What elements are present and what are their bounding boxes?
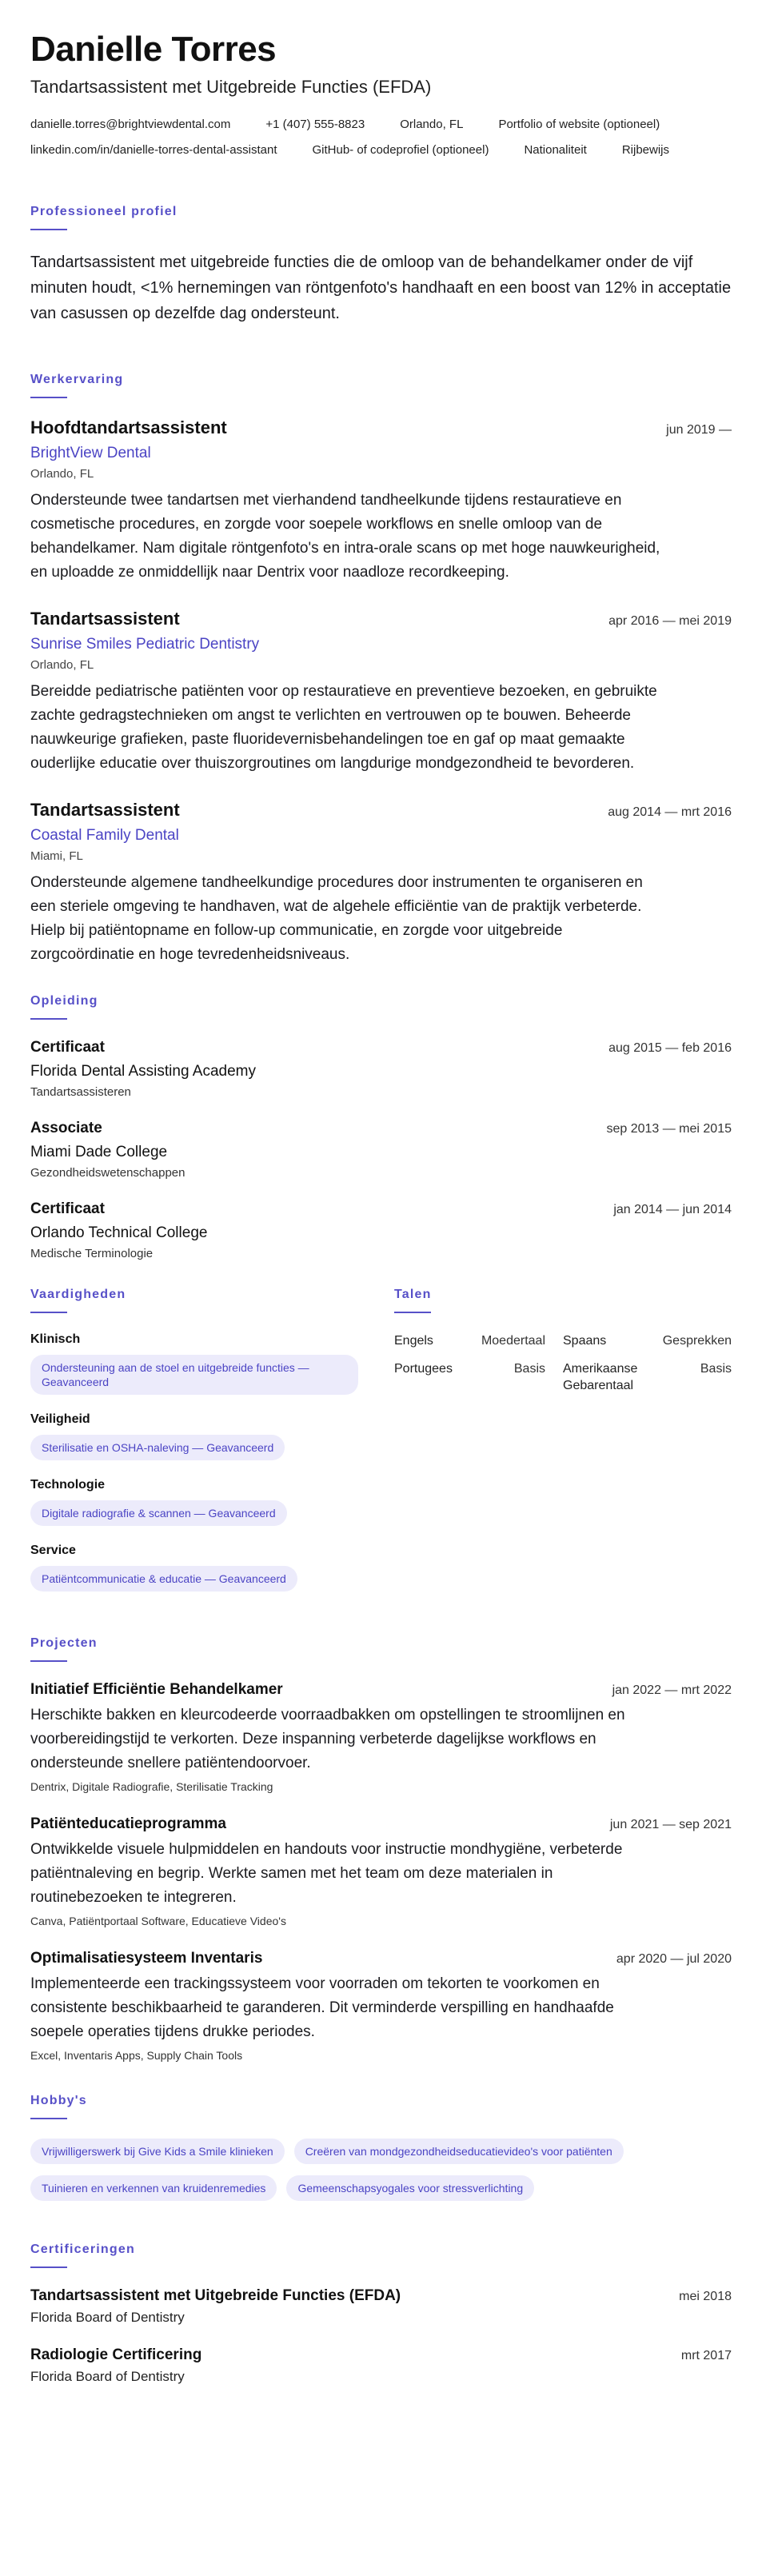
language-name: Engels <box>394 1334 433 1348</box>
institution-name: Miami Dade College <box>30 1144 168 1161</box>
skill-group <box>30 1544 394 1592</box>
education-entry <box>30 1200 732 1260</box>
job-description: Ondersteunde twee tandartsen met vierhandend tandheelkunde tijdens restauratieve en cosmetische procedures, en zorgde voor soepele workflows en snelle omloop van de behandelkamer. Nam digitale röntgenfoto's en intra-orale scans op met hoge nauwkeurigheid, en uploadde ze onmiddellijk naar Dentrix voor naadloze recordkeeping. <box>30 492 660 581</box>
section-divider <box>394 1312 431 1313</box>
resume-header <box>30 30 732 158</box>
skill-category: Veiligheid <box>30 1412 90 1427</box>
project-description: Herschikte bakken en kleurcodeerde voorraadbakken om opstellingen te stroomlijnen en voorbereidingstijd te verkorten. Deze inspanning verbeterde dagelijkse workflows en ondersteunde snellere patiëntendoorvoer. <box>30 1707 625 1772</box>
field-of-study: Medische Terminologie <box>30 1247 154 1261</box>
section-title: Certificeringen <box>30 2243 135 2257</box>
job-location: Orlando, FL <box>30 658 94 673</box>
skill-category: Klinisch <box>30 1332 81 1347</box>
certification-date: mei 2018 <box>679 2290 732 2304</box>
contact-nationality: Nationaliteit <box>524 143 587 158</box>
employer-name: BrightView Dental <box>30 445 151 462</box>
section-title: Opleiding <box>30 994 98 1008</box>
job-title: Tandartsassistent <box>30 609 180 629</box>
hobbies-section <box>30 2094 732 2201</box>
language-level: Gesprekken <box>662 1334 732 1348</box>
certification-date: mrt 2017 <box>680 2349 732 2363</box>
skill-pill: Digitale radiografie & scannen — Geavanceerd <box>30 1500 287 1526</box>
candidate-headline: Tandartsassistent met Uitgebreide Functies (EFDA) <box>30 77 432 98</box>
section-divider <box>30 1312 67 1313</box>
degree-name: Certificaat <box>30 1039 105 1056</box>
employer-name: Coastal Family Dental <box>30 827 179 845</box>
skills-languages-row <box>30 1288 732 1609</box>
section-title: Werkervaring <box>30 373 124 387</box>
contact-location: Orlando, FL <box>400 118 464 132</box>
education-entry <box>30 1039 732 1099</box>
hobby-pill: Creëren van mondgezondheidseducatievideo's voor patiënten <box>294 2139 624 2164</box>
language-level: Basis <box>513 1362 545 1376</box>
education-dates: aug 2015 — feb 2016 <box>608 1041 732 1056</box>
project-entry <box>30 1815 732 1927</box>
language-list <box>394 1332 732 1405</box>
project-tools: Dentrix, Digitale Radiografie, Sterilisatie Tracking <box>30 1780 273 1794</box>
language-item <box>563 1332 732 1349</box>
skill-group <box>30 1478 394 1526</box>
section-divider <box>30 397 67 398</box>
job-dates: jun 2019 — <box>666 423 732 437</box>
contact-github[interactable]: GitHub- of codeprofiel (optioneel) <box>312 143 489 158</box>
section-title: Professioneel profiel <box>30 205 178 219</box>
contact-portfolio[interactable]: Portfolio of website (optioneel) <box>498 118 660 132</box>
section-title: Hobby's <box>30 2094 87 2108</box>
project-description: Implementeerde een trackingssysteem voor voorraden om tekorten te voorkomen en consistente beschikbaarheid te garanderen. Dit verminderde verspilling en handhaafde soepele operaties tijdens drukke periodes. <box>30 1975 614 2041</box>
skill-pill: Patiëntcommunicatie & educatie — Geavanceerd <box>30 1566 297 1592</box>
languages-section <box>394 1288 732 1609</box>
experience-entry <box>30 609 732 776</box>
job-description: Ondersteunde algemene tandheelkundige procedures door instrumenten te organiseren en een steriele omgeving te handhaven, wat de algehele efficiëntie van de praktijk verbeterde. Hielp bij patiëntopname en follow-up communicatie, en zorgde voor uitgebreide zorgcoördinatie en hoge tevredenheidsniveaus. <box>30 874 643 964</box>
section-divider <box>30 2266 67 2268</box>
language-level: Moedertaal <box>481 1334 545 1348</box>
section-divider <box>30 1018 67 1020</box>
language-level: Basis <box>700 1362 732 1376</box>
candidate-name: Danielle Torres <box>30 30 277 69</box>
projects-section <box>30 1636 732 2062</box>
education-section <box>30 994 732 1260</box>
skill-pill: Ondersteuning aan de stoel en uitgebreide functies — Geavanceerd <box>30 1355 358 1395</box>
project-name: Patiënteducatieprogramma <box>30 1815 226 1833</box>
project-tools: Excel, Inventaris Apps, Supply Chain Tools <box>30 2049 243 2063</box>
job-dates: aug 2014 — mrt 2016 <box>608 805 732 820</box>
certifications-section <box>30 2243 732 2385</box>
job-location: Miami, FL <box>30 849 83 864</box>
experience-entry <box>30 417 732 585</box>
project-name: Initiatief Efficiëntie Behandelkamer <box>30 1681 283 1699</box>
contact-phone[interactable]: +1 (407) 555-8823 <box>265 118 365 132</box>
contact-email[interactable]: danielle.torres@brightviewdental.com <box>30 118 231 132</box>
language-item <box>563 1360 732 1394</box>
certification-entry <box>30 2287 732 2326</box>
education-dates: jan 2014 — jun 2014 <box>613 1203 732 1217</box>
certification-name: Radiologie Certificering <box>30 2346 202 2364</box>
section-divider <box>30 2118 67 2119</box>
contact-linkedin[interactable]: linkedin.com/in/danielle-torres-dental-assistant <box>30 143 277 158</box>
certification-issuer: Florida Board of Dentistry <box>30 2310 185 2326</box>
section-title: Vaardigheden <box>30 1288 126 1302</box>
education-dates: sep 2013 — mei 2015 <box>606 1122 732 1136</box>
project-name: Optimalisatiesysteem Inventaris <box>30 1950 263 1967</box>
profile-section <box>30 205 732 326</box>
degree-name: Associate <box>30 1120 102 1137</box>
certification-entry <box>30 2346 732 2385</box>
field-of-study: Tandartsassisteren <box>30 1085 131 1100</box>
field-of-study: Gezondheidswetenschappen <box>30 1166 186 1180</box>
profile-summary: Tandartsassistent met uitgebreide functies die de omloop van de behandelkamer onder de vijf minuten houdt, <1% hernemingen van röntgenfoto's handhaaft en een boost van 12% in acceptatie van casussen op dezelfde dag ondersteunt. <box>30 254 732 323</box>
language-item <box>394 1332 563 1349</box>
section-divider <box>30 1660 67 1662</box>
language-item <box>394 1360 563 1394</box>
employer-name: Sunrise Smiles Pediatric Dentistry <box>30 636 260 653</box>
job-title: Tandartsassistent <box>30 800 180 821</box>
section-title: Talen <box>394 1288 432 1302</box>
project-entry <box>30 1681 732 1793</box>
certification-issuer: Florida Board of Dentistry <box>30 2369 185 2385</box>
language-name: Spaans <box>563 1334 607 1348</box>
hobby-pill: Vrijwilligerswerk bij Give Kids a Smile klinieken <box>30 2139 285 2164</box>
contact-list <box>30 117 732 158</box>
skill-group <box>30 1412 394 1460</box>
institution-name: Florida Dental Assisting Academy <box>30 1063 256 1080</box>
project-dates: jan 2022 — mrt 2022 <box>612 1683 732 1698</box>
language-name: Portugees <box>394 1362 453 1376</box>
institution-name: Orlando Technical College <box>30 1224 208 1242</box>
experience-entry <box>30 800 732 967</box>
skill-pill: Sterilisatie en OSHA-naleving — Geavanceerd <box>30 1435 285 1460</box>
job-title: Hoofdtandartsassistent <box>30 417 227 438</box>
section-divider <box>30 229 67 230</box>
hobby-pill: Gemeenschapsyogales voor stressverlichting <box>286 2175 534 2201</box>
hobby-list <box>30 2139 718 2201</box>
section-title: Projecten <box>30 1636 98 1651</box>
project-entry <box>30 1950 732 2062</box>
language-name: Amerikaanse Gebarentaal <box>563 1362 638 1393</box>
experience-section <box>30 373 732 967</box>
certification-name: Tandartsassistent met Uitgebreide Functies (EFDA) <box>30 2287 401 2305</box>
project-tools: Canva, Patiëntportaal Software, Educatieve Video's <box>30 1915 286 1928</box>
skills-section <box>30 1288 394 1609</box>
contact-license: Rijbewijs <box>621 143 670 158</box>
education-entry <box>30 1120 732 1180</box>
job-dates: apr 2016 — mei 2019 <box>608 614 732 629</box>
skill-category: Service <box>30 1544 76 1558</box>
job-description: Bereidde pediatrische patiënten voor op restauratieve en preventieve bezoeken, en gebruikte zachte gedragstechnieken om angst te verlichten en vertrouwen op te bouwen. Beheerde nauwkeurige grafieken, paste fluoridevernisbehandelingen toe en gaf op maat gemaakte ouderlijke educatie over thuiszorgroutines om langdurige mondgezondheid te bevorderen. <box>30 683 657 773</box>
job-location: Orlando, FL <box>30 467 94 481</box>
project-dates: jun 2021 — sep 2021 <box>609 1818 732 1832</box>
skill-category: Technologie <box>30 1478 106 1492</box>
project-description: Ontwikkelde visuele hulpmiddelen en handouts voor instructie mondhygiëne, verbeterde patiëntnaleving en begrip. Werkte samen met het team om deze materialen in routinebezoeken te integreren. <box>30 1841 623 1907</box>
degree-name: Certificaat <box>30 1200 105 1218</box>
hobby-pill: Tuinieren en verkennen van kruidenremedies <box>30 2175 277 2201</box>
project-dates: apr 2020 — jul 2020 <box>616 1952 732 1967</box>
skill-group <box>30 1332 394 1395</box>
